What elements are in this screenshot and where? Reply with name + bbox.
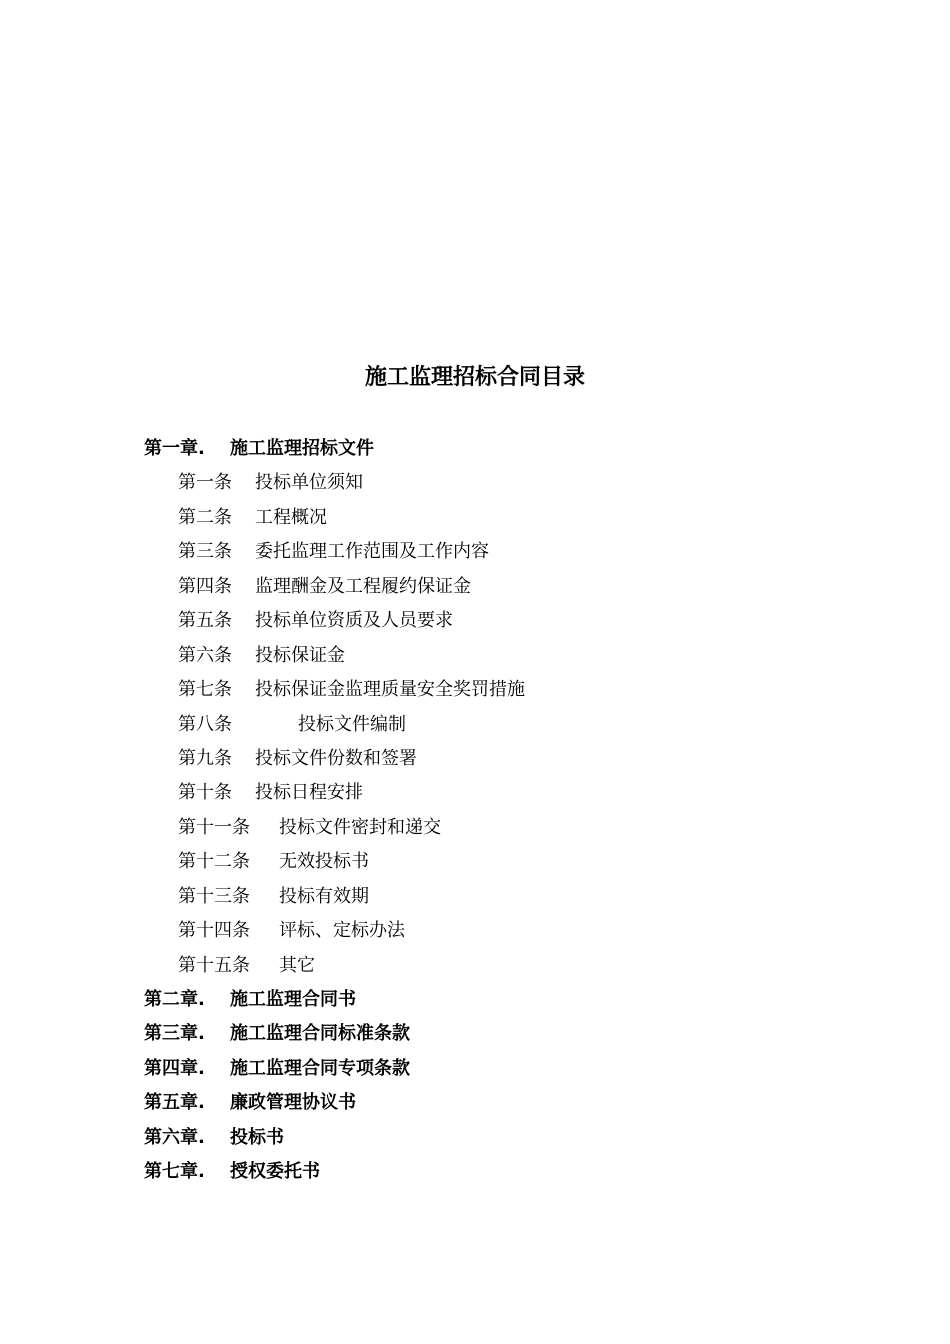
toc-title: 工程概况 (255, 506, 327, 528)
toc-number: 第七条 (178, 679, 232, 701)
toc-number: 第十四条 (178, 920, 250, 942)
toc-number: 第九条 (178, 747, 232, 769)
toc-title: 廉政管理协议书 (230, 1092, 356, 1114)
toc-title: 投标书 (230, 1126, 284, 1148)
document-title: 施工监理招标合同目录 (364, 365, 585, 390)
toc-number: 第七章. (144, 1161, 205, 1183)
toc-title: 投标保证金监理质量安全奖罚措施 (255, 679, 525, 701)
toc-article (0, 776, 950, 810)
toc-article (0, 949, 950, 983)
toc-article (0, 570, 950, 604)
toc-title: 投标文件份数和签署 (255, 747, 417, 769)
toc-title: 投标单位资质及人员要求 (255, 610, 453, 632)
toc-chapter (0, 1121, 950, 1155)
toc-title: 投标保证金 (255, 644, 345, 666)
toc-number: 第三章. (144, 1023, 205, 1045)
toc-chapter (0, 1017, 950, 1051)
toc-article (0, 501, 950, 535)
toc-title: 委托监理工作范围及工作内容 (255, 541, 489, 563)
toc-number: 第六条 (178, 644, 232, 666)
toc-article (0, 880, 950, 914)
toc-title: 投标有效期 (279, 885, 369, 907)
toc-number: 第五条 (178, 610, 232, 632)
toc-number: 第五章. (144, 1092, 205, 1114)
toc-title: 无效投标书 (279, 851, 369, 873)
toc-number: 第十一条 (178, 816, 250, 838)
toc-number: 第十三条 (178, 885, 250, 907)
toc-title: 其它 (279, 954, 315, 976)
toc-title: 授权委托书 (230, 1161, 320, 1183)
toc-article (0, 466, 950, 500)
toc-number: 第一条 (178, 472, 232, 494)
toc-number: 第十二条 (178, 851, 250, 873)
toc-article (0, 535, 950, 569)
toc-number: 第一章. (144, 438, 205, 459)
toc-number: 第四章. (144, 1057, 205, 1079)
toc-number: 第十五条 (178, 954, 250, 976)
toc-chapter (0, 983, 950, 1017)
toc-title: 评标、定标办法 (279, 920, 405, 942)
toc-title: 投标单位须知 (255, 472, 363, 494)
toc-article (0, 845, 950, 879)
toc-title: 投标日程安排 (255, 782, 363, 804)
toc-article (0, 914, 950, 948)
toc-number: 第六章. (144, 1126, 205, 1148)
toc-article (0, 604, 950, 638)
toc-article (0, 811, 950, 845)
toc-number: 第三条 (178, 541, 232, 563)
toc-title: 施工监理合同标准条款 (230, 1023, 410, 1045)
toc-number: 第四条 (178, 575, 232, 597)
toc-title: 施工监理合同专项条款 (230, 1057, 410, 1079)
toc-article (0, 708, 950, 742)
toc-article (0, 639, 950, 673)
toc-title: 监理酬金及工程履约保证金 (255, 575, 471, 597)
toc-title: 投标文件密封和递交 (279, 816, 441, 838)
table-of-contents (0, 432, 950, 1190)
toc-chapter (0, 1155, 950, 1189)
toc-article (0, 673, 950, 707)
toc-chapter (0, 1052, 950, 1086)
toc-number: 第十条 (178, 782, 232, 804)
toc-chapter (0, 1086, 950, 1120)
toc-number: 第二章. (144, 989, 205, 1010)
toc-title: 投标文件编制 (298, 713, 406, 735)
toc-title: 施工监理招标文件 (230, 438, 374, 459)
toc-number: 第八条 (178, 713, 232, 735)
toc-chapter (0, 432, 950, 466)
toc-number: 第二条 (178, 506, 232, 528)
toc-article (0, 742, 950, 776)
toc-title: 施工监理合同书 (230, 989, 356, 1010)
